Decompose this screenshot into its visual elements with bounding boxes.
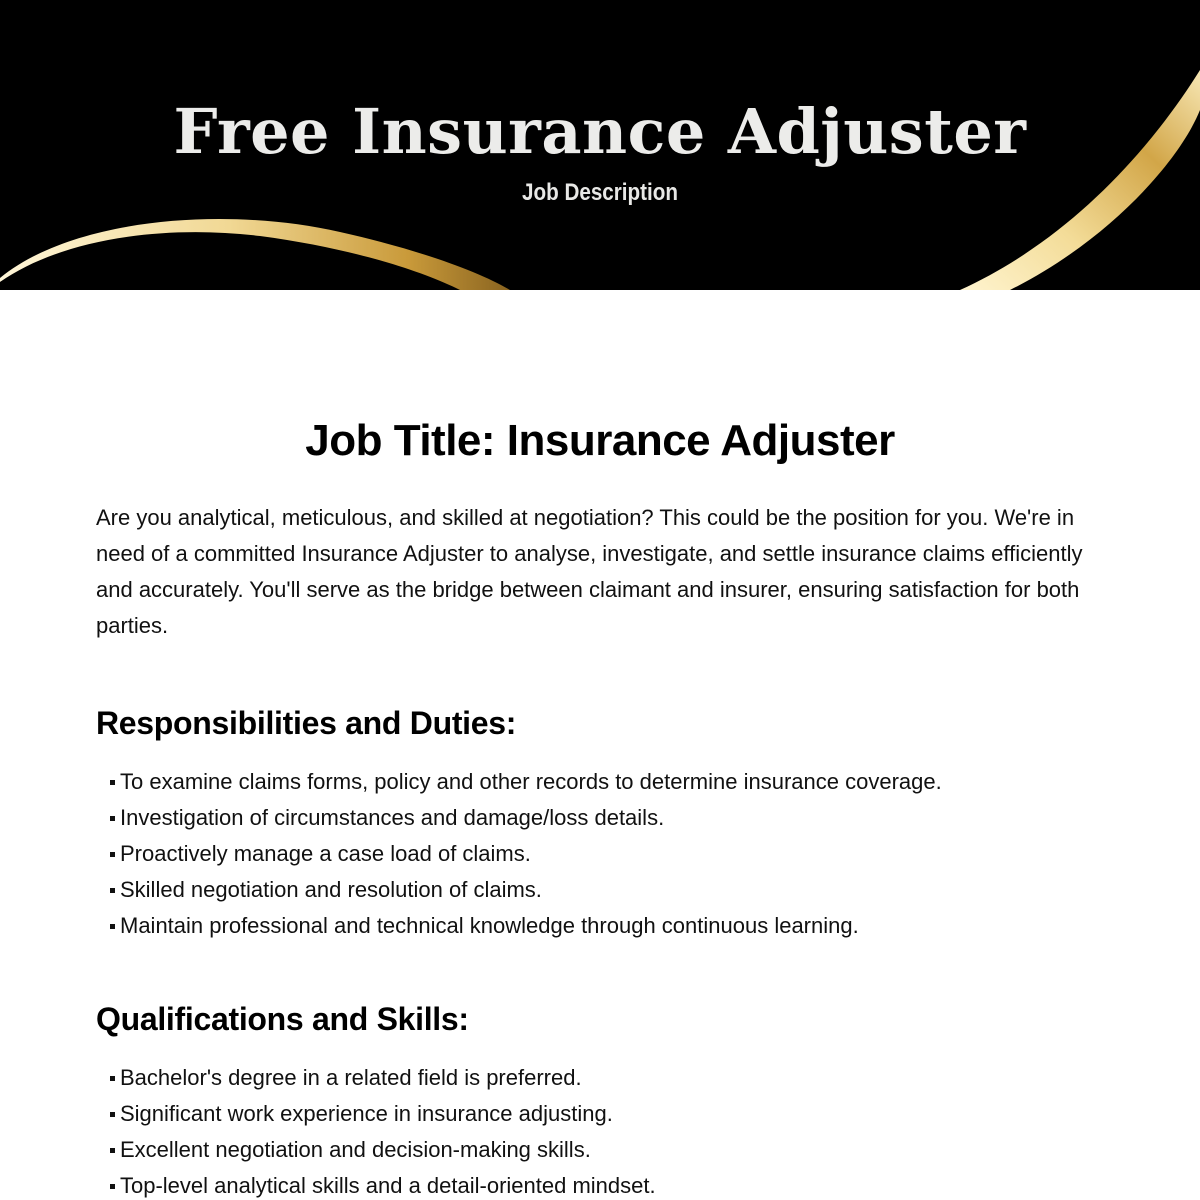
list-item: Bachelor's degree in a related field is preferred.	[108, 1060, 1104, 1096]
list-item: Excellent negotiation and decision-making skills.	[108, 1132, 1104, 1168]
bullet-icon	[110, 816, 115, 821]
bullet-icon	[110, 780, 115, 785]
bullet-icon	[110, 852, 115, 857]
list-item: To examine claims forms, policy and other records to determine insurance coverage.	[108, 764, 1104, 800]
list-item: Maintain professional and technical knowledge through continuous learning.	[108, 908, 1104, 944]
list-item: Skilled negotiation and resolution of claims.	[108, 872, 1104, 908]
intro-paragraph: Are you analytical, meticulous, and skilled at negotiation? This could be the position for you. We're in need of a committed Insurance Adjuster to analyse, investigate, and settle insurance claims efficiently and accurately. You'll serve as the bridge between claimant and insurer, ensuring satisfaction for both parties.	[96, 505, 1083, 638]
list-item: Significant work experience in insurance adjusting.	[108, 1096, 1104, 1132]
bullet-icon	[110, 1148, 115, 1153]
list-item: Proactively manage a case load of claims.	[108, 836, 1104, 872]
bullet-icon	[110, 924, 115, 929]
qualifications-heading: Qualifications and Skills:	[96, 1001, 469, 1037]
list-item: Top-level analytical skills and a detail-oriented mindset.	[108, 1168, 1104, 1200]
job-title-heading: Job Title: Insurance Adjuster	[305, 416, 895, 465]
bullet-icon	[110, 888, 115, 893]
document-body	[96, 408, 1104, 1200]
banner-title: Free Insurance Adjuster	[173, 95, 1027, 168]
bullet-icon	[110, 1112, 115, 1117]
responsibilities-heading: Responsibilities and Duties:	[96, 705, 517, 741]
bullet-icon	[110, 1184, 115, 1189]
bullet-icon	[110, 1076, 115, 1081]
banner-subtitle: Job Description	[522, 179, 678, 206]
list-item: Investigation of circumstances and damage/loss details.	[108, 800, 1104, 836]
responsibilities-list	[96, 764, 1104, 944]
header-banner	[0, 0, 1200, 290]
qualifications-list	[96, 1060, 1104, 1200]
